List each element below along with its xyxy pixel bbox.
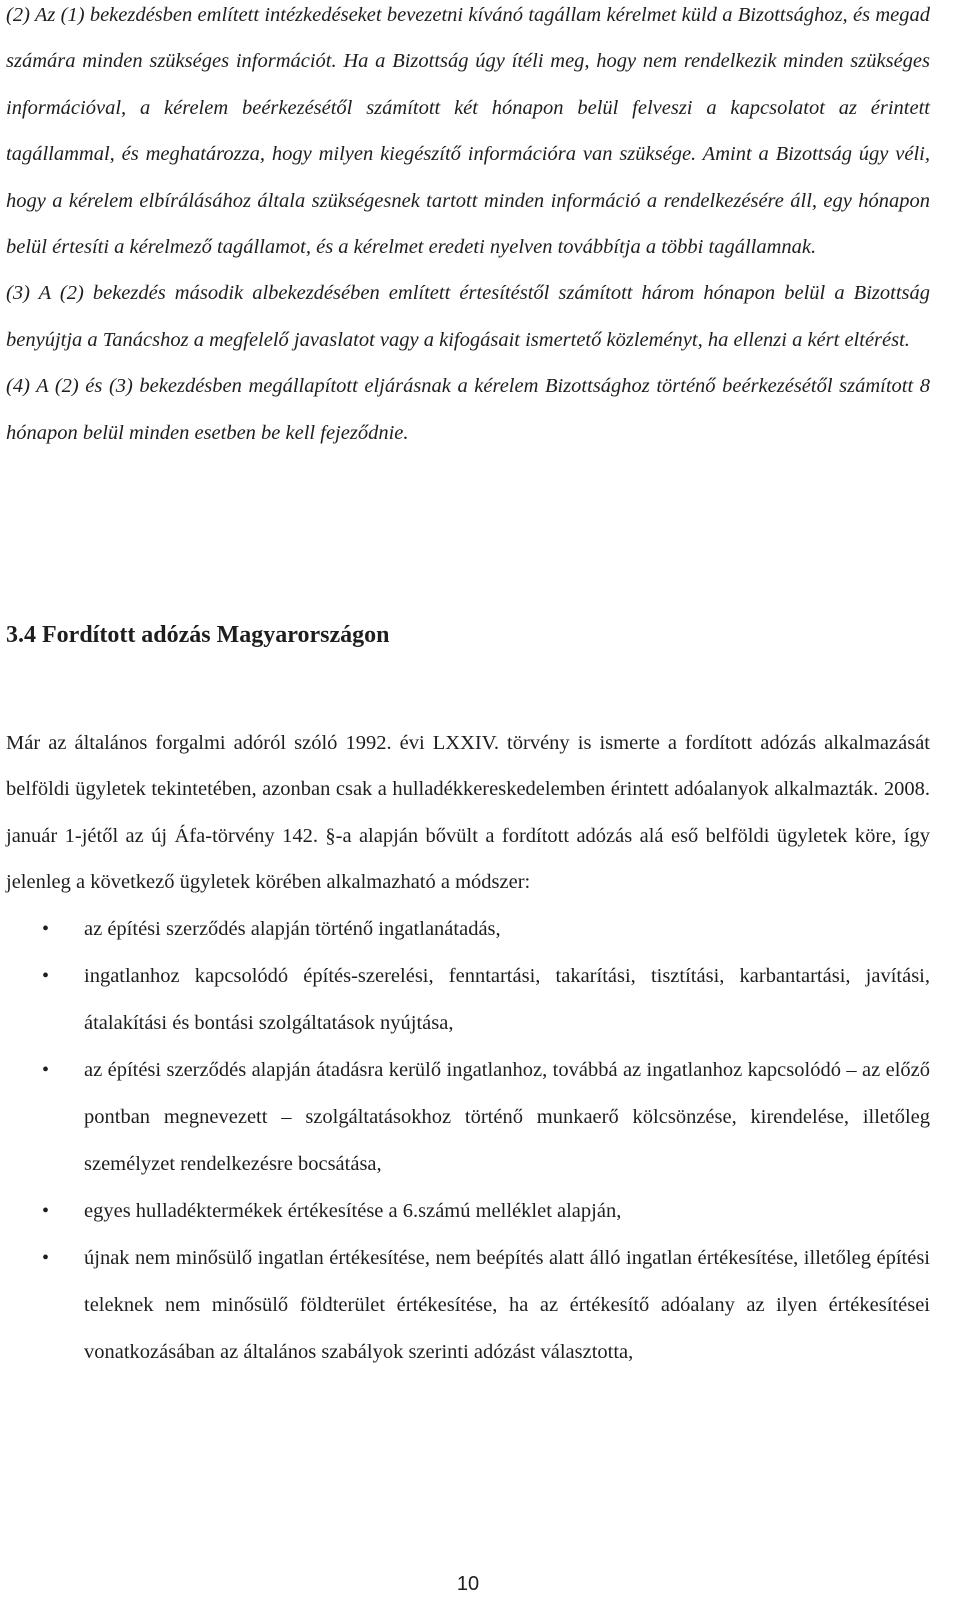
bullet-icon: • (42, 964, 50, 987)
list-item (6, 953, 930, 1047)
list-item-text: az építési szerződés alapján történő ingatlanátadás, (84, 917, 501, 940)
paragraph-3-italic: (3) A (2) bekezdés második albekezdésében említett értesítéstől számított három hónapon belül a Bizottság benyújtja a Tanácshoz a megfelelő javaslatot vagy a kifogásait ismertető közleményt, ha ellenzi a kért eltérést. (6, 282, 930, 351)
page-number: 10 (456, 1573, 480, 1595)
bullet-list (6, 906, 930, 1376)
list-item-text: egyes hulladéktermékek értékesítése a 6.számú melléklet alapján, (84, 1199, 622, 1222)
section-heading: 3.4 Fordított adózás Magyarországon (6, 622, 390, 648)
bullet-icon: • (42, 1058, 50, 1081)
list-item (6, 1188, 930, 1235)
bullet-icon: • (42, 1246, 50, 1269)
list-item-text: az építési szerződés alapján átadásra kerülő ingatlanhoz, továbbá az ingatlanhoz kapcsolódó – az előző pontban megnevezett – szolgáltatásokhoz történő munkaerő kölcsönzése, kirendelése, illetőleg személyzet rendelkezésre bocsátása, (84, 1058, 930, 1175)
section-body (6, 720, 930, 1376)
bullet-icon: • (42, 917, 50, 940)
list-item (6, 1235, 930, 1376)
section-intro: Már az általános forgalmi adóról szóló 1992. évi LXXIV. törvény is ismerte a fordított adózás alkalmazását belföldi ügyletek tekintetében, azonban csak a hulladékkereskedelemben érintett adóalanyok alkalmazták. 2008. január 1-jétől az új Áfa-törvény 142. §-a alapján bővült a fordított adózás alá eső belföldi ügyletek köre, így jelenleg a következő ügyletek körében alkalmazható a módszer: (6, 732, 930, 894)
list-item-text: újnak nem minősülő ingatlan értékesítése, nem beépítés alatt álló ingatlan értékesítése, illetőleg építési teleknek nem minősülő földterület értékesítése, ha az értékesítő adóalany az ilyen értékesítései vonatkozásában az általános szabályok szerinti adózást választotta, (84, 1246, 930, 1363)
document-page (6, 0, 930, 1363)
list-item (6, 1047, 930, 1188)
paragraph-2-italic: (2) Az (1) bekezdésben említett intézkedéseket bevezetni kívánó tagállam kérelmet küld a Bizottsághoz, és megad számára minden szükséges információt. Ha a Bizottság úgy ítéli meg, hogy nem rendelkezik minden szükséges információval, a kérelem beérkezésétől számított két hónapon belül felveszi a kapcsolatot az érintett tagállammal, és meghatározza, hogy milyen kiegészítő információra van szüksége. Amint a Bizottság úgy véli, hogy a kérelem elbírálásához általa szükségesnek tartott minden információ a rendelkezésére áll, egy hónapon belül értesíti a kérelmező tagállamot, és a kérelmet eredeti nyelven továbbítja a többi tagállamnak. (6, 4, 930, 259)
paragraph-4-italic: (4) A (2) és (3) bekezdésben megállapított eljárásnak a kérelem Bizottsághoz történő beérkezésétől számított 8 hónapon belül minden esetben be kell fejeződnie. (6, 375, 930, 444)
bullet-icon: • (42, 1199, 50, 1222)
list-item-text: ingatlanhoz kapcsolódó építés-szerelési, fenntartási, takarítási, tisztítási, karbantartási, javítási, átalakítási és bontási szolgáltatások nyújtása, (84, 964, 930, 1034)
list-item (6, 906, 930, 953)
